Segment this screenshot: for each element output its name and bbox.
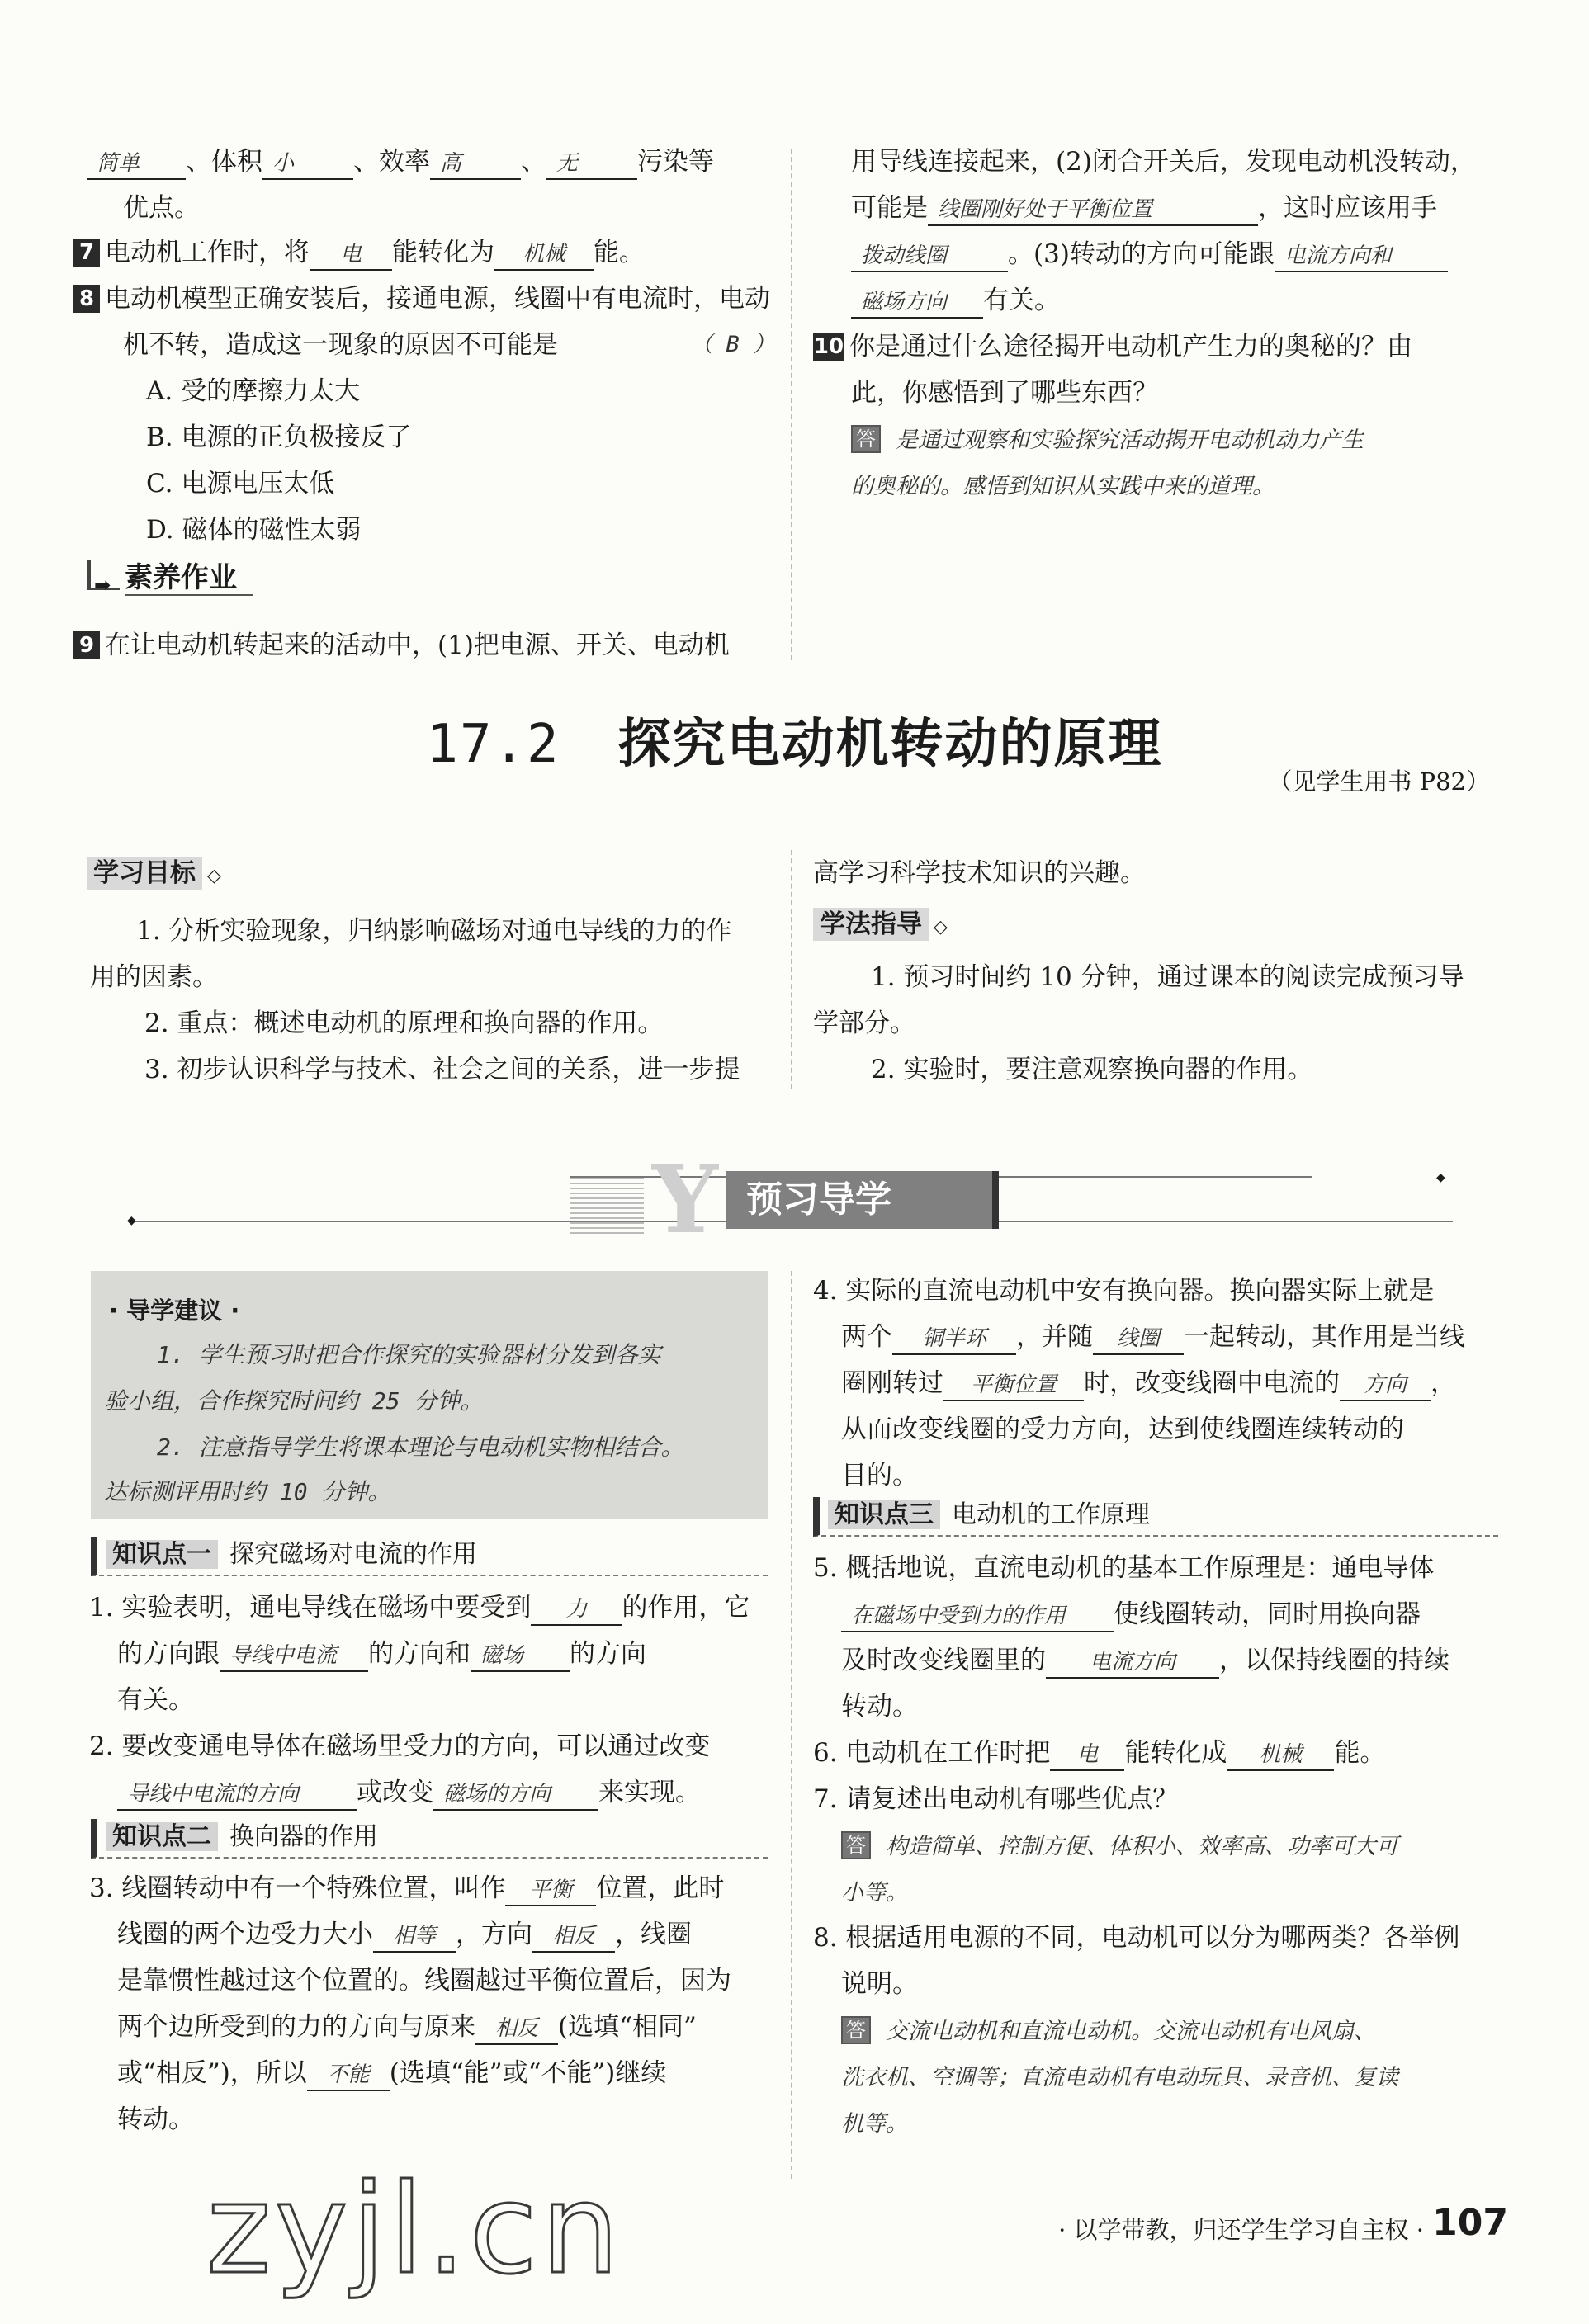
text-line: 用的因素。: [90, 962, 218, 992]
guide-text: 达标测评用时约 10 分钟。: [104, 1478, 391, 1505]
blank: 电流方向: [1046, 1647, 1219, 1679]
answer-text: 交流电动机和直流电动机。交流电动机有电风扇、: [886, 2019, 1376, 2044]
blank: 高: [430, 149, 521, 180]
text: 电动机模型正确安装后，接通电源，线圈中有电流时，电动: [105, 284, 770, 314]
text-line: [117, 2004, 697, 2050]
blank: 机械: [1227, 1740, 1334, 1771]
text: (选填“相同”: [558, 2012, 697, 2042]
answer-line: [851, 462, 1275, 508]
q6-continued-line: [87, 139, 714, 185]
knowledge-point-3: [813, 1497, 1498, 1537]
blank: 线圈刚好处于平衡位置: [928, 195, 1258, 226]
blank: 相反: [475, 2014, 558, 2045]
answer-line: [841, 1822, 1398, 1868]
blank: 电: [310, 239, 392, 271]
text: 能。: [1334, 1738, 1386, 1768]
text: 。(3)转动的方向可能跟: [1008, 239, 1275, 269]
text-line: 从而改变线圈的受力方向，达到使线圈连续转动的: [841, 1415, 1404, 1444]
text: 有关。: [983, 286, 1060, 315]
text: 或“相反”)，所以: [117, 2058, 307, 2088]
question-9: [73, 622, 730, 668]
text: 能。: [594, 238, 645, 267]
question-5: 5. 概括地说，直流电动机的基本工作原理是：通电导体: [813, 1553, 1435, 1583]
text-line: 高学习科学技术知识的兴趣。: [813, 858, 1146, 888]
text-line: 用导线连接起来，(2)闭合开关后，发现电动机没转动，: [851, 147, 1476, 177]
text-line: [851, 185, 1437, 231]
text: 的方向: [570, 1639, 646, 1669]
blank: 导线中电流的方向: [117, 1779, 357, 1811]
knowledge-point-2: [91, 1819, 768, 1859]
text: 能转化为: [392, 238, 494, 267]
text-line: [117, 1911, 692, 1958]
watermark-logo: zyjl.cn: [206, 2158, 623, 2302]
question-8-line-2: [123, 322, 775, 368]
answer-line: [841, 2053, 1398, 2100]
diamond-icon: ◇: [934, 917, 948, 938]
text: 、: [521, 147, 546, 177]
text-line: [117, 1769, 701, 1816]
text: 两个边所受到的力的方向与原来: [117, 2012, 475, 2042]
section-number: 17.2: [426, 714, 560, 775]
column-divider-bottom: [791, 1271, 792, 2179]
question-8b: 8. 根据适用电源的不同，电动机可以分为哪两类？各举例: [813, 1923, 1460, 1953]
blank: 无: [546, 149, 637, 180]
answer-text: 机等。: [841, 2111, 908, 2137]
question-3: [89, 1865, 724, 1911]
blank: 磁场的方向: [433, 1779, 598, 1811]
text-line: [851, 277, 1060, 324]
text: 圈刚转过: [841, 1368, 943, 1398]
text-line: [117, 2050, 666, 2096]
answer-text: 的奥秘的。感悟到知识从实践中来的道理。: [851, 474, 1275, 499]
answer-text: 构造简单、控制方便、体积小、效率高、功率可大可: [886, 1834, 1398, 1859]
answer-icon: 答: [841, 2016, 871, 2044]
guide-text: 验小组，合作探究时间约 25 分钟。: [104, 1387, 484, 1415]
kp-title: 探究磁场对电流的作用: [229, 1540, 477, 1569]
preview-banner: [127, 1146, 1453, 1254]
text-line: [851, 231, 1448, 277]
text: 及时改变线圈里的: [841, 1646, 1046, 1675]
answer-text: 是通过观察和实验探究活动揭开电动机动力产生: [896, 427, 1364, 453]
question-number: 9: [73, 631, 100, 659]
reference-note: （见学生用书 P82）: [1268, 768, 1490, 796]
kp-tag: 知识点一: [106, 1540, 218, 1569]
blank: 铜半环: [892, 1324, 1016, 1355]
text-line: 3. 初步认识科学与技术、社会之间的关系，进一步提: [144, 1055, 740, 1084]
text: 使线圈转动，同时用换向器: [1114, 1599, 1421, 1629]
text-line: [841, 1637, 1449, 1684]
text: 污染等: [637, 147, 714, 177]
text-line: 2. 实验时，要注意观察换向器的作用。: [871, 1055, 1313, 1084]
blank: 导线中电流: [220, 1641, 368, 1672]
text: ，方向: [456, 1920, 532, 1949]
text-line: 目的。: [841, 1461, 918, 1490]
section-title: 探究电动机转动的原理: [617, 713, 1163, 775]
text: 机不转，造成这一现象的原因不可能是: [123, 330, 558, 360]
dot-icon: ◆: [1436, 1171, 1445, 1184]
text: 电动机工作时，将: [105, 238, 310, 267]
blank: 小: [262, 149, 353, 180]
blank: 平衡位置: [943, 1370, 1084, 1401]
text: 、体积: [186, 147, 262, 177]
text: 位置，此时: [596, 1873, 725, 1903]
text: 3. 线圈转动中有一个特殊位置，叫作: [89, 1873, 506, 1903]
text: ，: [1431, 1368, 1456, 1398]
answer-icon: 答: [851, 425, 881, 453]
text: ，以保持线圈的持续: [1219, 1646, 1449, 1675]
text-line: 转动。: [117, 2104, 194, 2134]
guide-text: 2. 注意指导学生将课本理论与电动机实物相结合。: [157, 1434, 684, 1461]
blank: 力: [531, 1594, 622, 1626]
blank: 相等: [373, 1921, 456, 1953]
text: 、效率: [353, 147, 430, 177]
question-number: 7: [73, 239, 100, 267]
blank: 简单: [87, 149, 186, 180]
text: 一起转动，其作用是当线: [1184, 1322, 1465, 1352]
text-line: 2. 重点：概述电动机的原理和换向器的作用。: [144, 1008, 664, 1038]
text-line: [841, 1360, 1456, 1406]
blank: 电: [1050, 1740, 1124, 1771]
guide-suggestion-box: [91, 1271, 768, 1519]
text-line: 1. 预习时间约 10 分钟，通过课本的阅读完成预习导: [871, 962, 1464, 992]
label: 学法指导: [813, 908, 929, 941]
diamond-icon: ◇: [207, 866, 221, 886]
answer-line: [841, 2007, 1376, 2053]
text: 你是通过什么途径揭开电动机产生力的奥秘的？由: [849, 332, 1412, 361]
guide-text: 1. 学生预习时把合作探究的实验器材分发到各实: [157, 1341, 661, 1368]
knowledge-point-1: [91, 1537, 768, 1576]
arrow-icon: ➡: [87, 560, 120, 590]
text-line: 转动。: [841, 1692, 918, 1722]
question-2: 2. 要改变通电导体在磁场里受力的方向，可以通过改变: [89, 1731, 711, 1761]
text: ，这时应该用手: [1258, 193, 1437, 223]
blank: 电流方向和: [1275, 241, 1448, 272]
question-4: 4. 实际的直流电动机中安有换向器。换向器实际上就是: [813, 1276, 1435, 1306]
option-c: C. 电源电压太低: [146, 469, 335, 498]
text-line: 学部分。: [813, 1008, 915, 1038]
text: 在让电动机转起来的活动中，(1)把电源、开关、电动机: [105, 631, 730, 660]
question-6: [813, 1730, 1385, 1776]
blank: 平衡: [505, 1875, 596, 1906]
text: ，线圈: [615, 1920, 692, 1949]
question-1: [89, 1585, 750, 1631]
question-10: [813, 324, 1412, 370]
answer-line: [841, 2100, 908, 2146]
blank: 磁场: [471, 1641, 570, 1672]
footer-slogan: · 以学带教，归还学生学习自主权 ·: [1058, 2216, 1424, 2244]
column-divider-top: [791, 149, 792, 660]
answer-choice: （ B ）: [690, 332, 775, 357]
text: ，并随: [1016, 1322, 1093, 1352]
kp-title: 电动机的工作原理: [952, 1500, 1150, 1529]
method-label: [813, 901, 948, 947]
kp-tag: 知识点三: [828, 1500, 940, 1529]
text-line: 有关。: [117, 1685, 194, 1715]
question-number: 10: [813, 334, 844, 359]
answer-line: [841, 1868, 908, 1915]
blank: 在磁场中受到力的作用: [841, 1601, 1114, 1632]
blank: 磁场方向: [851, 287, 983, 319]
banner-title: 预习导学: [726, 1171, 999, 1229]
question-8-line-1: [73, 276, 770, 322]
text-line: 1. 分析实验现象，归纳影响磁场对通电导线的力的作: [136, 916, 732, 946]
option-b: B. 电源的正负极接反了: [146, 423, 412, 452]
answer-text: 小等。: [841, 1880, 908, 1906]
text: 或改变: [357, 1778, 433, 1807]
question-number: 8: [73, 285, 100, 313]
text: 线圈的两个边受力大小: [117, 1920, 373, 1949]
text-line: 是靠惯性越过这个位置的。线圈越过平衡位置后，因为: [117, 1966, 731, 1996]
page-number: 107: [1432, 2202, 1508, 2244]
text: 时，改变线圈中电流的: [1084, 1368, 1340, 1398]
text: 能转化成: [1124, 1738, 1227, 1768]
text: 6. 电动机在工作时把: [813, 1738, 1051, 1768]
text-line: 此，你感悟到了哪些东西？: [851, 378, 1158, 408]
text-line: 优点。: [123, 193, 200, 223]
text-line: [841, 1314, 1465, 1360]
text: 两个: [841, 1322, 892, 1352]
answer-icon: 答: [841, 1831, 871, 1859]
text: 可能是: [851, 193, 928, 223]
text: 的方向和: [368, 1639, 471, 1669]
option-a: A. 受的摩擦力太大: [146, 376, 361, 406]
banner-letter: Y: [652, 1146, 718, 1254]
blank: 不能: [307, 2060, 390, 2091]
guide-label: · 导学建议 ·: [109, 1297, 240, 1325]
text: 的作用，它: [622, 1593, 750, 1623]
column-divider-goals: [791, 850, 792, 1089]
blank: 方向: [1340, 1370, 1431, 1401]
question-7: [73, 229, 645, 276]
blank: 拨动线圈: [851, 241, 1008, 272]
blank: 相反: [532, 1921, 615, 1953]
goals-label: [87, 850, 221, 896]
text-line: [117, 1631, 646, 1677]
answer-line: [851, 416, 1364, 462]
stripe-decoration: [570, 1176, 644, 1234]
option-d: D. 磁体的磁性太弱: [146, 515, 362, 545]
question-7b: 7. 请复述出电动机有哪些优点？: [813, 1784, 1179, 1814]
kp-tag: 知识点二: [106, 1822, 218, 1851]
section-title: 素养作业: [125, 561, 253, 596]
blank: 线圈: [1093, 1324, 1184, 1355]
text: (选填“能”或“不能”)继续: [389, 2058, 667, 2088]
answer-text: 洗衣机、空调等；直流电动机有电动玩具、录音机、复读: [841, 2065, 1398, 2090]
kp-title: 换向器的作用: [229, 1822, 378, 1851]
label: 学习目标: [87, 857, 202, 890]
text: 1. 实验表明，通电导线在磁场中要受到: [89, 1593, 532, 1623]
text-line: 说明。: [841, 1969, 918, 1999]
text: 来实现。: [598, 1778, 701, 1807]
text: 的方向跟: [117, 1639, 220, 1669]
blank: 机械: [494, 239, 594, 271]
text-line: [841, 1591, 1421, 1637]
dot-icon: ◆: [127, 1214, 136, 1227]
section-suyang: [87, 555, 253, 601]
